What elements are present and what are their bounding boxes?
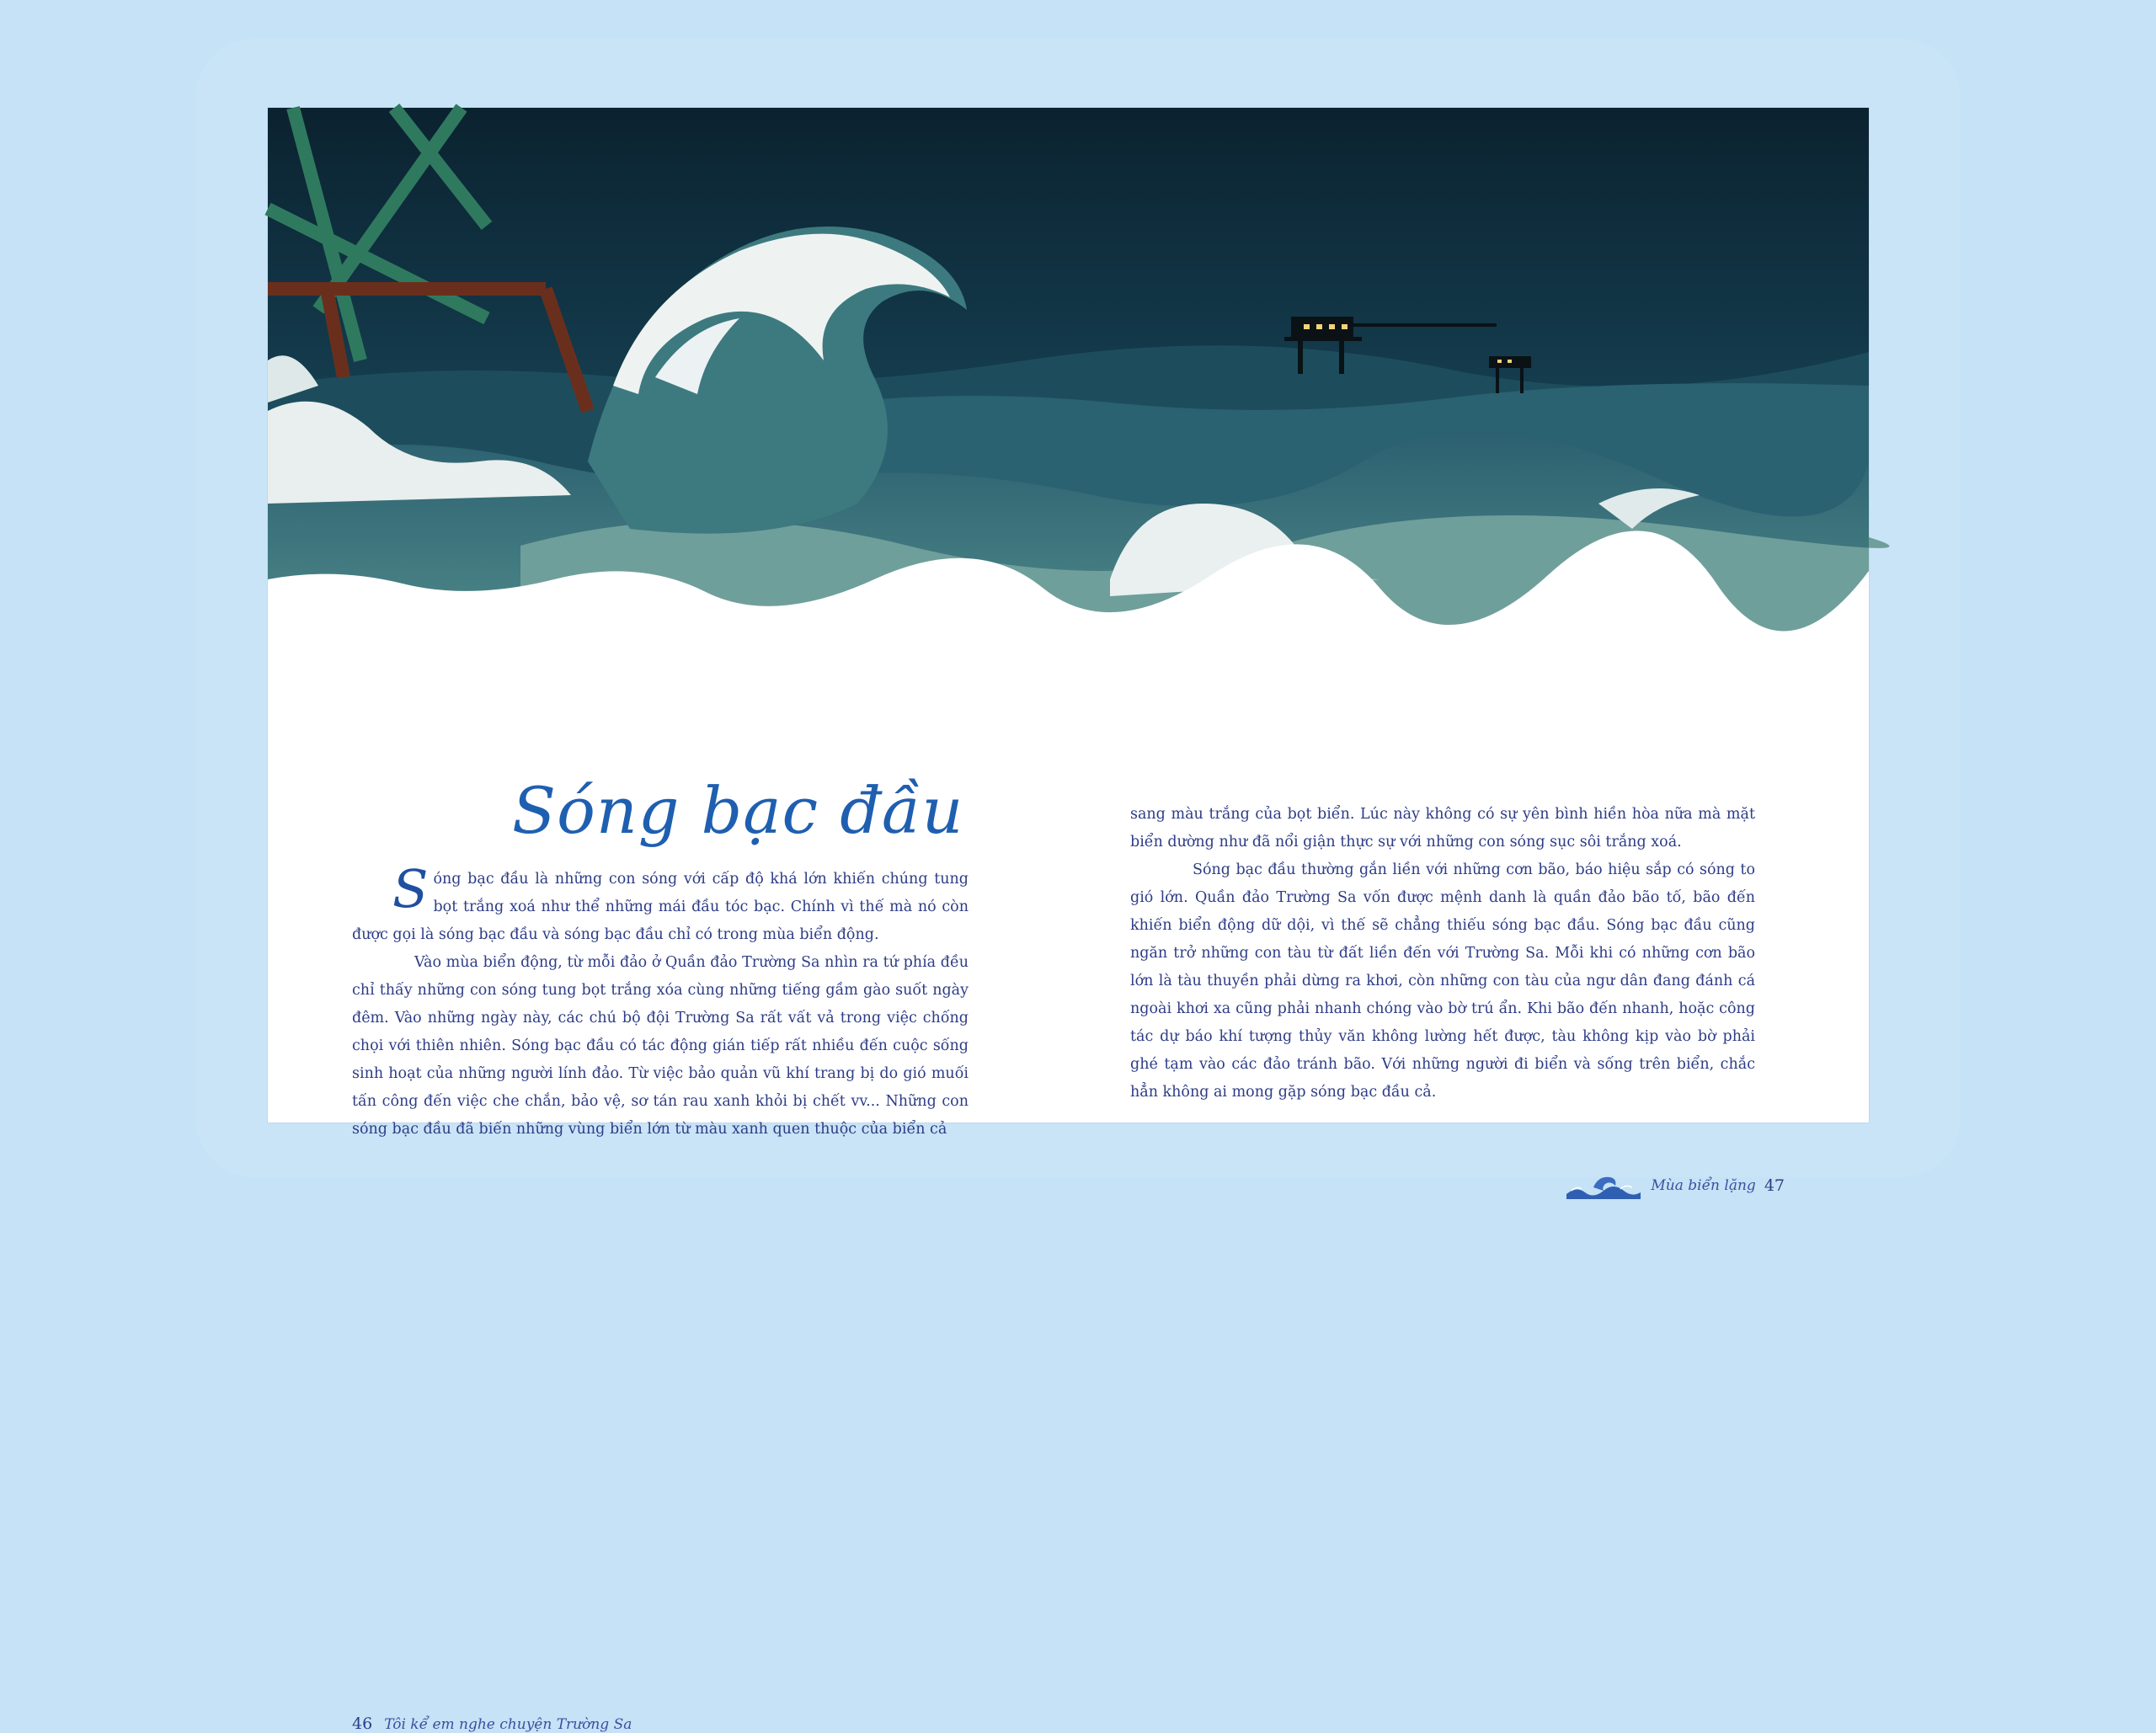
sea-artwork: [268, 108, 1869, 647]
right-page-footer: [1565, 1170, 1785, 1201]
chapter-title: Sóng bạc đầu: [512, 773, 964, 848]
left-page-footer: [352, 1714, 632, 1733]
running-title: Mùa biển lặng: [1651, 1177, 1756, 1194]
opening-paragraph: [352, 858, 969, 949]
wave-emblem-icon: [1565, 1170, 1642, 1201]
page-number: 47: [1764, 1176, 1785, 1195]
continued-paragraph: sang màu trắng của bọt biển. Lúc này không có sự yên bình hiền hòa nữa mà mặt biển dường như đã nổi giận thực sự với những con sóng sục sôi trắng xoá.: [1130, 806, 1755, 851]
page-number: 46: [352, 1714, 373, 1733]
left-page-body: [352, 858, 969, 1144]
running-title: Tôi kể em nghe chuyện Trường Sa: [384, 1716, 632, 1733]
right-page-body: [1130, 801, 1755, 1106]
body-paragraph: Sóng bạc đầu thường gắn liền với những cơn bão, báo hiệu sắp có sóng to gió lớn. Quần đảo Trường Sa vốn được mệnh danh là quần đảo bão tố, bão đến khiến biển động dữ dội, vì thế sẽ chẳng thiếu sóng bạc đầu. Sóng bạc đầu cũng ngăn trở những con tàu từ đất liền đến với Trường Sa. Mỗi khi có những cơn bão lớn là tàu thuyền phải dừng ra khơi, còn những con tàu của ngư dân đang đánh cá ngoài khơi xa cũng phải nhanh chóng vào bờ trú ẩn. Khi bão đến nhanh, hoặc công tác dự báo khí tượng thủy văn không lường hết được, tàu không kịp vào bờ phải ghé tạm vào các đảo tránh bão. Với những người đi biển và sống trên biển, chắc hẳn không ai mong gặp sóng bạc đầu cả.: [1130, 861, 1755, 1101]
stormy-sea-illustration: [268, 108, 1869, 647]
right-page: [1068, 647, 1869, 1122]
left-page: [268, 647, 1068, 1733]
book-spread: [268, 108, 1869, 1733]
body-paragraph: Vào mùa biển động, từ mỗi đảo ở Quần đảo Trường Sa nhìn ra tứ phía đều chỉ thấy những con sóng tung bọt trắng xóa cùng những tiếng gầm gào suốt ngày đêm. Vào những ngày này, các chú bộ đội Trường Sa rất vất vả trong việc chống chọi với thiên nhiên. Sóng bạc đầu có tác động gián tiếp rất nhiều đến cuộc sống sinh hoạt của những người lính đảo. Từ việc bảo quản vũ khí trang bị do gió muối tấn công đến việc che chắn, bảo vệ, sơ tán rau xanh khỏi bị chết vv... Những con sóng bạc đầu đã biến những vùng biển lớn từ màu xanh quen thuộc của biển cả: [352, 954, 969, 1138]
drop-cap: S: [392, 858, 429, 920]
opening-paragraph-text: óng bạc đầu là những con sóng với cấp độ khá lớn khiến chúng tung bọt trắng xoá như thể những mái đầu tóc bạc. Chính vì thế mà nó còn được gọi là sóng bạc đầu và sóng bạc đầu chỉ có trong mùa biển động.: [352, 871, 969, 943]
